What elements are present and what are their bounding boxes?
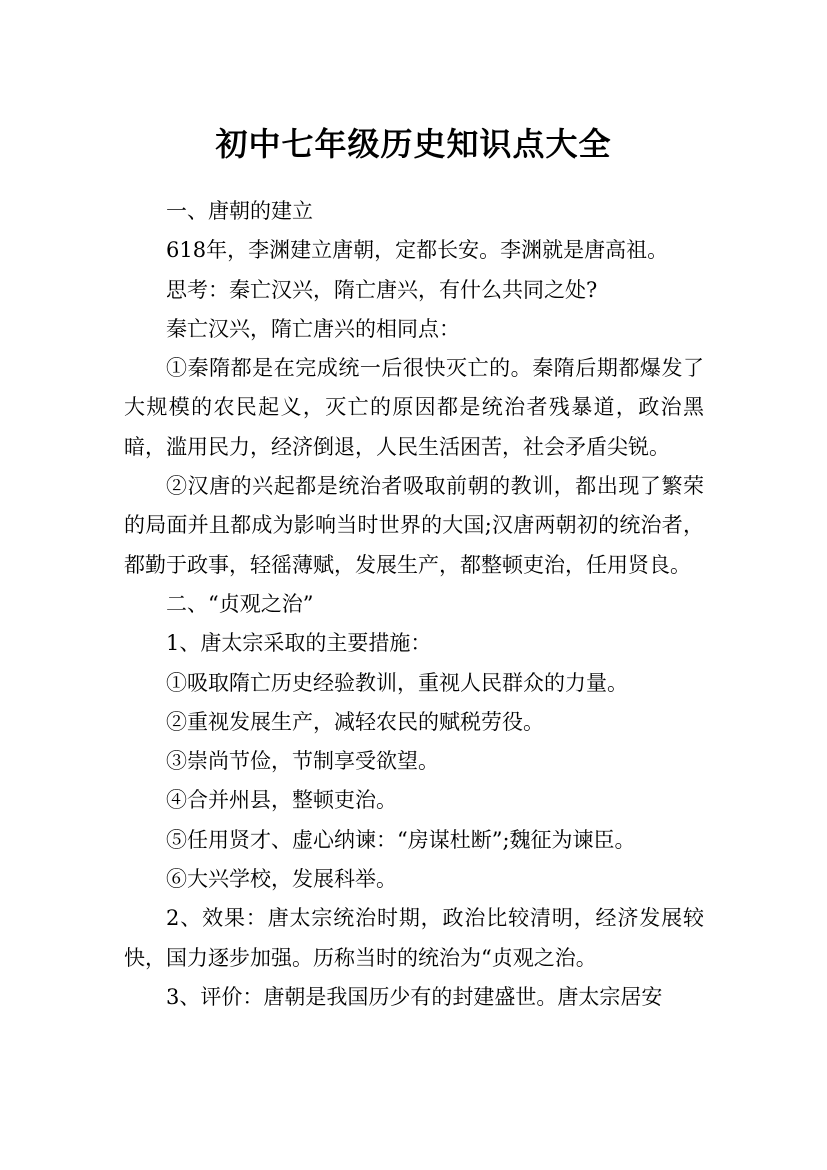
paragraph: 618年，李渊建立唐朝，定都长安。李渊就是唐高祖。 [166,238,669,263]
document-title: 初中七年级历史知识点大全 [215,125,612,164]
section-heading-zhenguan: 二、“贞观之治” [166,591,314,616]
list-item: ①吸取隋亡历史经验教训，重视人民群众的力量。 [166,670,628,695]
paragraph: 2、效果：唐太宗统治时期，政治比较清明，经济发展较快，国力逐步加强。历称当时的统治为“贞观之治。 [124,906,704,970]
list-item: ③崇尚节俭，节制享受欲望。 [166,749,439,774]
paragraph: 思考：秦亡汉兴，隋亡唐兴，有什么共同之处? [166,277,598,302]
section-heading-tang-founding: 一、唐朝的建立 [166,199,313,223]
paragraph: 1、唐太宗采取的主要措施： [166,631,432,656]
paragraph: ②汉唐的兴起都是统治者吸取前朝的教训，都出现了繁荣的局面并且都成为影响当时世界的大国;汉唐两朝初的统治者，都勤于政事，轻徭薄赋，发展生产，都整顿吏治，任用贤良。 [124,474,704,577]
list-item: ④合并州县，整顿吏治。 [166,788,397,813]
paragraph: ①秦隋都是在完成统一后很快灭亡的。秦隋后期都爆发了大规模的农民起义，灭亡的原因都是统治者残暴道，政治黑暗，滥用民力，经济倒退，人民生活困苦，社会矛盾尖锐。 [124,356,704,459]
list-item: ②重视发展生产，减轻农民的赋税劳役。 [166,709,544,734]
paragraph: 秦亡汉兴，隋亡唐兴的相同点： [166,316,460,341]
list-item: ⑥大兴学校，发展科举。 [166,867,397,892]
paragraph: 3、评价：唐朝是我国历少有的封建盛世。唐太宗居安 [166,984,663,1009]
list-item: ⑤任用贤才、虚心纳谏：“房谋杜断”;魏征为谏臣。 [166,827,636,852]
document-body [124,192,704,1017]
